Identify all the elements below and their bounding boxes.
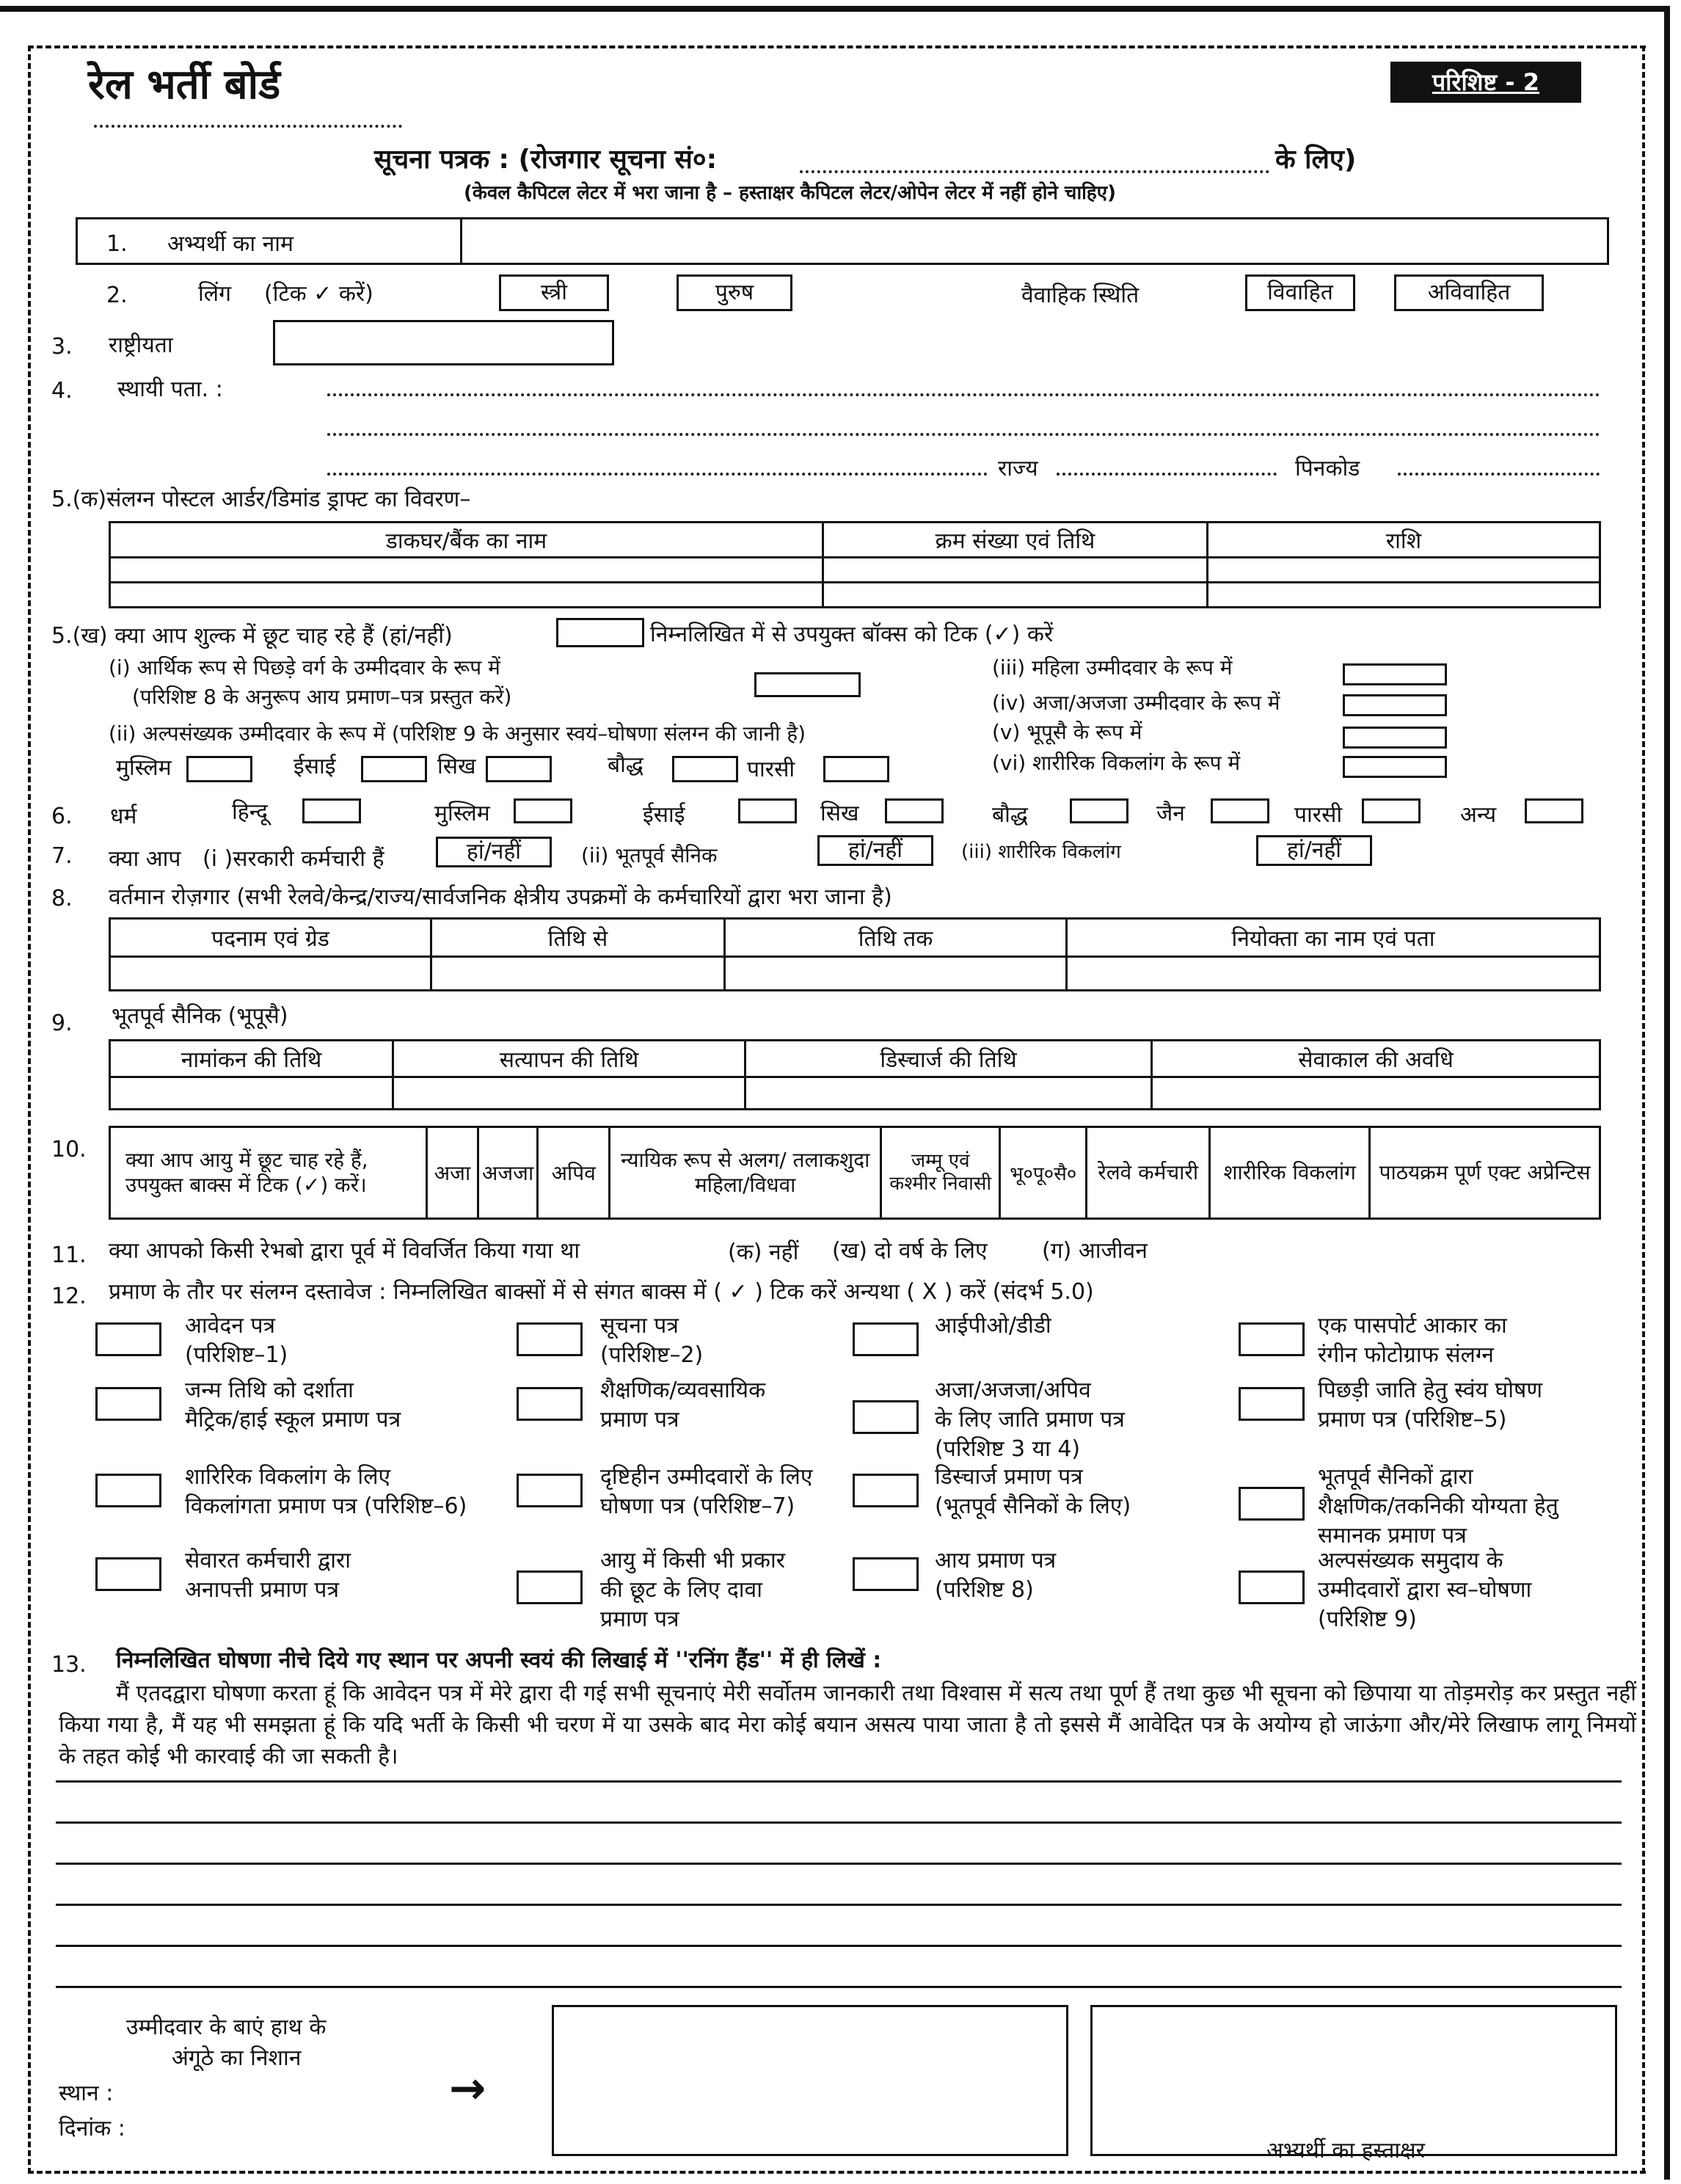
document-label: (परिशिष्ट 8)	[935, 1577, 1034, 1603]
exs-cell[interactable]	[1152, 1077, 1600, 1110]
document-label: जन्म तिथि को दर्शाता	[185, 1377, 354, 1403]
payment-cell[interactable]	[823, 583, 1208, 608]
dashed-border-top	[28, 46, 1646, 48]
q5b-item3: (iii) महिला उम्मीदवार के रूप में	[992, 655, 1233, 680]
q5a-label: 5.(क)संलग्न पोस्टल आर्डर/डिमांड ड्राफ्ट का विवरण–	[51, 487, 471, 512]
document-checkbox[interactable]	[1239, 1322, 1305, 1356]
page-border-right	[1664, 6, 1670, 2180]
document-label: शैक्षणिक/व्यवसायिक	[600, 1377, 766, 1403]
religion-muslim-box[interactable]	[514, 798, 572, 823]
exs-cell[interactable]	[393, 1077, 745, 1110]
q5b-item6: (vi) शारीरिक विकलांग के रूप में	[992, 751, 1241, 775]
minority-buddhist: बौद्ध	[608, 752, 643, 778]
document-label: आईपीओ/डीडी	[935, 1313, 1051, 1339]
q12-number: 12.	[51, 1284, 87, 1309]
q11-number: 11.	[51, 1242, 87, 1268]
religion-hindu: हिन्दू	[232, 799, 268, 825]
nationality-input[interactable]	[273, 320, 614, 365]
name-input[interactable]	[464, 219, 1607, 263]
pincode-input[interactable]	[1398, 473, 1600, 476]
notice-number-line[interactable]	[800, 170, 1269, 173]
marital-unmarried-box[interactable]: अविवाहित	[1394, 274, 1544, 311]
title-underline-dots	[94, 125, 402, 128]
document-label: भूतपूर्व सैनिकों द्वारा	[1318, 1464, 1473, 1490]
dashed-border-right	[1642, 46, 1645, 2174]
document-label: के लिए जाति प्रमाण पत्र	[935, 1407, 1125, 1433]
payment-col-serial: क्रम संख्या एवं तिथि	[823, 523, 1208, 558]
dashed-border-bottom	[28, 2171, 1646, 2174]
pincode-label: पिनकोड	[1295, 456, 1360, 481]
age-col-obc[interactable]: अपिव	[538, 1127, 610, 1219]
document-checkbox[interactable]	[517, 1570, 583, 1604]
age-col-ph[interactable]: शारीरिक विकलांग	[1210, 1127, 1370, 1219]
document-checkbox[interactable]	[1239, 1570, 1305, 1604]
page-border-top	[0, 6, 1670, 12]
thumb-label-line1: उम्मीदवार के बाएं हाथ के	[126, 2014, 327, 2040]
q12-label: प्रमाण के तौर पर संलग्न दस्तावेज : निम्नलिखित बाक्सों में से संगत बाक्स में ( ✓ ) टिक करें अन्यथा ( X ) करें (संदर्भ 5.0)	[109, 1279, 1094, 1305]
handwriting-line-1[interactable]	[56, 1780, 1622, 1783]
q1-label: अभ्यर्थी का नाम	[167, 231, 293, 257]
handwriting-line-3[interactable]	[56, 1863, 1622, 1865]
payment-cell[interactable]	[110, 583, 823, 608]
q4-label: स्थायी पता. :	[117, 376, 223, 402]
ex-serviceman-box[interactable]	[1343, 727, 1447, 749]
date-label: दिनांक :	[59, 2116, 125, 2141]
declaration-text: मैं एतदद्वारा घोषणा करता हूं कि आवेदन पत्र में मेरे द्वारा दी गई सभी सूचनाएं मेरी सर्वोतम जानकारी तथा विश्वास में सत्य तथा पूर्ण हैं तथा कुछ भी सूचना को छिपाया या तोड़मरोड़ कर प्रस्तुत नहीं किया गया है, मैं यह भी समझता हूं कि यदि भर्ती के किसी भी चरण में या उसके बाद मेरा कोई बयान असत्य पाया जाता है तो इससे मैं आवेदित पत्र के अयोग्य हो जाऊंगा और/मेरे लिखाफ लागू निमयों के तहत कोई भी कारवाई की जा सकती है।	[59, 1681, 1636, 1769]
q2-number: 2.	[106, 283, 128, 308]
handwriting-line-5[interactable]	[56, 1945, 1622, 1947]
q1-number: 1.	[106, 231, 128, 257]
address-line-1[interactable]	[327, 393, 1600, 396]
document-checkbox[interactable]	[853, 1400, 919, 1434]
religion-christian-box[interactable]	[738, 798, 797, 823]
q11-option-b[interactable]: (ख) दो वर्ष के लिए	[832, 1238, 988, 1264]
minority-sikh: सिख	[437, 754, 476, 779]
religion-jain: जैन	[1156, 801, 1185, 826]
religion-buddhist-box[interactable]	[1070, 798, 1128, 823]
document-label: सूचना पत्र	[600, 1313, 679, 1339]
document-checkbox[interactable]	[1239, 1387, 1305, 1421]
religion-sikh: सिख	[820, 801, 859, 826]
q7-number: 7.	[51, 843, 73, 869]
religion-christian: ईसाई	[643, 802, 685, 828]
document-checkbox[interactable]	[1239, 1487, 1305, 1521]
document-label: (परिशिष्ट–1)	[185, 1342, 288, 1368]
q5b-item1-line1: (i) आर्थिक रूप से पिछड़े वर्ग के उम्मीदवार के रूप में	[109, 655, 500, 680]
document-label: (परिशिष्ट–2)	[600, 1342, 704, 1368]
document-label: रंगीन फोटोग्राफ संलग्न	[1318, 1342, 1494, 1368]
q5b-label: 5.(ख) क्या आप शुल्क में छूट चाह रहे हैं (हां/नहीं)	[51, 623, 453, 649]
document-label: अजा/अजजा/अपिव	[935, 1377, 1091, 1403]
payment-col-bank: डाकघर/बैंक का नाम	[110, 523, 823, 558]
marital-married-box[interactable]: विवाहित	[1245, 274, 1355, 311]
document-checkbox[interactable]	[517, 1322, 583, 1356]
q11-option-a[interactable]: (क) नहीं	[728, 1240, 799, 1265]
q5b-item1-line2: (परिशिष्ट 8 के अनुरूप आय प्रमाण–पत्र प्रस्तुत करें)	[132, 685, 512, 709]
q4-number: 4.	[51, 378, 73, 404]
age-col-jk[interactable]: जम्मू एवं कश्मीर निवासी	[881, 1127, 1000, 1219]
religion-other-box[interactable]	[1525, 798, 1583, 823]
q5b-label-after: निम्नलिखित में से उपयुक्त बॉक्स को टिक (✓) करें	[650, 622, 1054, 647]
govt-employee-yn[interactable]: हां/नहीं	[436, 837, 552, 867]
employment-col-to: तिथि तक	[725, 919, 1067, 957]
q6-label: धर्म	[110, 804, 137, 829]
q3-label: राष्ट्रीयता	[109, 332, 173, 358]
religion-sikh-box[interactable]	[885, 798, 944, 823]
minority-christian-box[interactable]	[361, 756, 427, 782]
exs-col-verification: सत्यापन की तिथि	[393, 1041, 745, 1077]
q2-tick-hint: (टिक ✓ करें)	[264, 281, 373, 307]
ph-yn[interactable]: हां/नहीं	[1256, 835, 1372, 866]
gender-male-box[interactable]: पुरुष	[677, 274, 792, 311]
employment-cell[interactable]	[110, 957, 431, 991]
document-checkbox[interactable]	[95, 1387, 161, 1421]
employment-cell[interactable]	[431, 957, 725, 991]
age-col-exs[interactable]: भू०पू०सै०	[1000, 1127, 1087, 1219]
q5b-item2: (ii) अल्पसंख्यक उम्मीदवार के रूप में (परिशिष्ट 9 के अनुसार स्वयं–घोषणा संलग्न की जानी है)	[109, 721, 806, 746]
document-label: (परिशिष्ट 3 या 4)	[935, 1436, 1081, 1462]
q5b-item4: (iv) अजा/अजजा उम्मीदवार के रूप में	[992, 691, 1280, 715]
q8-number: 8.	[51, 886, 73, 911]
document-label: पिछड़ी जाति हेतु स्वंय घोषण	[1318, 1377, 1543, 1403]
notice-title: सूचना पत्रक : (रोजगार सूचना सं०:	[374, 145, 718, 175]
obc-box[interactable]	[754, 672, 861, 697]
employment-table	[109, 917, 1601, 991]
document-label: दृष्टिहीन उम्मीदवारों के लिए	[600, 1464, 813, 1490]
document-label: सेवारत कर्मचारी द्वारा	[185, 1548, 351, 1573]
sc-st-box[interactable]	[1343, 694, 1447, 716]
q6-number: 6.	[51, 804, 73, 829]
age-col-railway[interactable]: रेलवे कर्मचारी	[1087, 1127, 1210, 1219]
document-checkbox[interactable]	[95, 1474, 161, 1507]
q9-number: 9.	[51, 1011, 73, 1036]
minority-buddhist-box[interactable]	[672, 756, 738, 782]
q7-ph: (iii) शारीरिक विकलांग	[961, 841, 1121, 863]
age-col-divorced[interactable]: न्यायिक रूप से अलग/ तलाकशुदा महिला/विधवा	[610, 1127, 881, 1219]
religion-muslim: मुस्लिम	[434, 801, 490, 826]
fill-instruction: (केवल कैपिटल लेटर में भरा जाना है – हस्ताक्षर कैपिटल लेटर/ओपेन लेटर में नहीं होने चाहिए)	[464, 182, 1116, 204]
document-label: आवेदन पत्र	[185, 1313, 276, 1339]
age-col-apprentice[interactable]: पाठयक्रम पूर्ण एक्ट अप्रेन्टिस	[1370, 1127, 1600, 1219]
handwriting-line-6[interactable]	[56, 1986, 1622, 1988]
q11-option-c[interactable]: (ग) आजीवन	[1042, 1238, 1148, 1264]
document-label: समानक प्रमाण पत्र	[1318, 1523, 1467, 1548]
document-label: शारिरिक विकलांग के लिए	[185, 1464, 391, 1490]
name-divider	[460, 217, 462, 265]
document-label: घोषणा पत्र (परिशिष्ट–7)	[600, 1493, 795, 1519]
ex-serviceman-yn[interactable]: हां/नहीं	[817, 835, 933, 866]
document-checkbox[interactable]	[95, 1322, 161, 1356]
signature-label: अभ्यर्थी का हस्ताक्षर	[1266, 2138, 1425, 2163]
document-label: (परिशिष्ट 9)	[1318, 1606, 1417, 1632]
ph-box[interactable]	[1343, 756, 1447, 778]
q7-govt: (i )सरकारी कर्मचारी हैं	[203, 846, 384, 872]
minority-parsi-box[interactable]	[823, 756, 889, 782]
age-relaxation-table	[109, 1126, 1601, 1220]
document-label: डिस्चार्ज प्रमाण पत्र	[935, 1464, 1083, 1490]
q3-number: 3.	[51, 334, 73, 360]
form-title: रेल भर्ती बोर्ड	[88, 61, 281, 109]
minority-muslim-box[interactable]	[186, 756, 252, 782]
address-line-3[interactable]	[327, 473, 988, 476]
document-label: की छूट के लिए दावा	[600, 1577, 762, 1603]
document-label: उम्मीदवारों द्वारा स्व–घोषणा	[1318, 1577, 1532, 1603]
employment-col-employer: नियोक्ता का नाम एवं पता	[1067, 919, 1600, 957]
q8-label: वर्तमान रोज़गार (सभी रेलवे/केन्द्र/राज्य/सार्वजनिक क्षेत्रीय उपक्रमों के कर्मचारियों द्वारा भरा जाना है)	[109, 884, 892, 910]
arrow-right-icon: →	[449, 2063, 486, 2114]
payment-cell[interactable]	[1208, 583, 1600, 608]
q7-label: क्या आप	[109, 846, 181, 872]
gender-female-box[interactable]: स्त्री	[499, 274, 609, 311]
religion-parsi: पारसी	[1294, 802, 1343, 828]
q13-heading: निम्नलिखित घोषणा नीचे दिये गए स्थान पर अपनी स्वयं की लिखाई में ''रनिंग हैंड'' में ही लिखें :	[116, 1648, 882, 1673]
handwriting-line-2[interactable]	[56, 1821, 1622, 1824]
female-candidate-box[interactable]	[1343, 663, 1447, 685]
age-col-st[interactable]: अजजा	[478, 1127, 538, 1219]
document-checkbox[interactable]	[517, 1474, 583, 1507]
document-label: प्रमाण पत्र	[600, 1407, 679, 1433]
thumb-label-line2: अंगूठे का निशान	[172, 2045, 302, 2071]
exs-col-service: सेवाकाल की अवधि	[1152, 1041, 1600, 1077]
document-label: शैक्षणिक/तकनिकी योग्यता हेतु	[1318, 1493, 1558, 1519]
state-label: राज्य	[998, 456, 1038, 481]
handwriting-line-4[interactable]	[56, 1904, 1622, 1906]
q13-number: 13.	[51, 1652, 87, 1678]
document-label: प्रमाण पत्र	[600, 1606, 679, 1632]
religion-buddhist: बौद्ध	[992, 802, 1028, 828]
document-label: मैट्रिक/हाई स्कूल प्रमाण पत्र	[185, 1407, 401, 1433]
minority-sikh-box[interactable]	[486, 756, 552, 782]
signature-box[interactable]	[1090, 2005, 1617, 2156]
document-label: विकलांगता प्रमाण पत्र (परिशिष्ट–6)	[185, 1493, 467, 1519]
q5b-item5: (v) भूपूसै के रूप में	[992, 720, 1142, 744]
religion-hindu-box[interactable]	[302, 798, 361, 823]
payment-cell[interactable]	[110, 558, 823, 583]
document-label: अनापत्ती प्रमाण पत्र	[185, 1577, 340, 1603]
exs-cell[interactable]	[110, 1077, 393, 1110]
q10-number: 10.	[51, 1137, 87, 1162]
document-checkbox[interactable]	[517, 1387, 583, 1421]
religion-parsi-box[interactable]	[1362, 798, 1421, 823]
exs-col-discharge: डिस्चार्ज की तिथि	[745, 1041, 1152, 1077]
age-col-sc[interactable]: अजा	[427, 1127, 478, 1219]
payment-col-amount: राशि	[1208, 523, 1600, 558]
q2-label: लिंग	[198, 281, 231, 307]
place-label: स्थान :	[59, 2081, 114, 2106]
q9-label: भूतपूर्व सैनिक (भूपूसै)	[112, 1003, 288, 1029]
employment-col-designation: पदनाम एवं ग्रेड	[110, 919, 431, 957]
age-relaxation-question: क्या आप आयु में छूट चाह रहे हैं, उपयुक्त बाक्स में टिक (✓) करें।	[110, 1127, 427, 1219]
document-label: प्रमाण पत्र (परिशिष्ट–5)	[1318, 1407, 1507, 1433]
state-input[interactable]	[1057, 473, 1277, 476]
notice-suffix: के लिए)	[1275, 145, 1357, 175]
employment-col-from: तिथि से	[431, 919, 725, 957]
religion-other: अन्य	[1460, 802, 1497, 828]
thumb-impression-box[interactable]	[552, 2005, 1068, 2156]
payment-table	[109, 521, 1601, 608]
document-label: एक पासपोर्ट आकार का	[1318, 1313, 1507, 1339]
document-label: आयु में किसी भी प्रकार	[600, 1548, 786, 1573]
employment-cell[interactable]	[1067, 957, 1600, 991]
minority-christian: ईसाई	[293, 754, 336, 779]
document-checkbox[interactable]	[853, 1557, 919, 1591]
document-label: अल्पसंख्यक समुदाय के	[1318, 1548, 1503, 1573]
document-checkbox[interactable]	[95, 1557, 161, 1591]
annex-badge: परिशिष्ट - 2	[1390, 62, 1581, 103]
employment-cell[interactable]	[725, 957, 1067, 991]
ex-serviceman-table	[109, 1039, 1601, 1110]
address-line-2[interactable]	[327, 433, 1600, 436]
religion-jain-box[interactable]	[1211, 798, 1269, 823]
fee-exemption-box[interactable]	[556, 618, 644, 647]
document-checkbox[interactable]	[853, 1474, 919, 1507]
q7-exs: (ii) भूतपूर्व सैनिक	[581, 843, 718, 867]
document-checkbox[interactable]	[853, 1322, 919, 1356]
marital-label: वैवाहिक स्थिति	[1021, 283, 1139, 308]
exs-cell[interactable]	[745, 1077, 1152, 1110]
exs-col-enrolment: नामांकन की तिथि	[110, 1041, 393, 1077]
document-label: आय प्रमाण पत्र	[935, 1548, 1057, 1573]
payment-cell[interactable]	[823, 558, 1208, 583]
q11-label: क्या आपको किसी रेभबो द्वारा पूर्व में विवर्जित किया गया था	[109, 1238, 580, 1264]
payment-cell[interactable]	[1208, 558, 1600, 583]
document-label: (भूतपूर्व सैनिकों के लिए)	[935, 1493, 1131, 1519]
minority-muslim: मुस्लिम	[116, 755, 172, 781]
minority-parsi: पारसी	[747, 757, 795, 782]
dashed-border-left	[28, 46, 31, 2174]
